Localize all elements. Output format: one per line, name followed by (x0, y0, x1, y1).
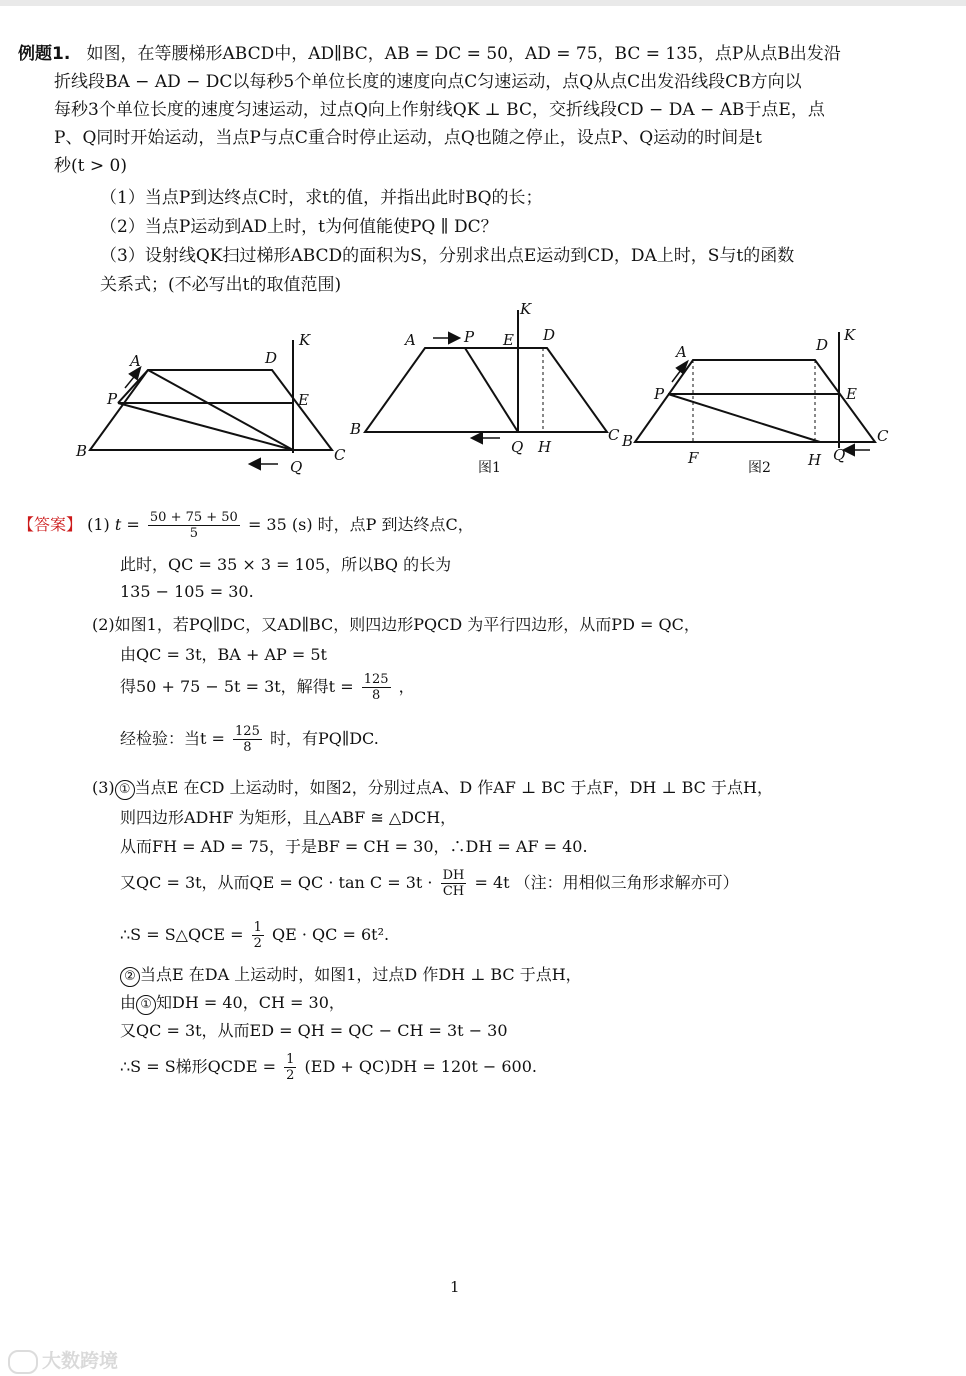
figure-1 (365, 310, 607, 443)
fig0-label-0: A (130, 352, 141, 370)
circled-1: ① (115, 780, 135, 800)
answer-1-fraction (148, 510, 240, 541)
answer-3-tan-numerator: DH (442, 868, 465, 883)
answer-3-case-2-text: 当点E 在DA 上运动时，如图1，过点D 作DH ⊥ BC 于点H， (140, 965, 582, 984)
problem-line-5: 秒(t > 0) (54, 156, 127, 176)
answer-2-line-4 (120, 724, 379, 755)
figure-1-labels (349, 300, 620, 476)
answer-3-from-text: 由 (120, 993, 137, 1012)
circled-1-ref: ① (136, 995, 156, 1015)
answer-2-line-2: 由QC = 3t，BA + AP = 5t (120, 645, 327, 664)
answer-1-prefix: (1) (87, 515, 110, 534)
fig1-caption: 图1 (478, 460, 501, 476)
fig2-label-3: P (654, 385, 665, 403)
fig0-label-3: P (107, 390, 118, 408)
answer-3-half-fraction (252, 920, 264, 951)
fig2-label-4: E (846, 385, 857, 403)
question-1: （1）当点P到达终点C时，求t的值，并指出此时BQ的长； (100, 188, 543, 208)
answer-2-check-numerator: 125 (235, 724, 260, 739)
answer-3-half-denominator: 2 (253, 936, 262, 951)
question-2: （2）当点P运动到AD上时，t为何值能使PQ ∥ DC？ (100, 217, 498, 237)
answer-1-t: t = (114, 515, 140, 534)
fig1-label-0: A (405, 331, 416, 349)
problem-statement (18, 40, 898, 180)
answer-3-line-1 (92, 775, 773, 800)
answer-line-1 (18, 510, 474, 541)
answer-1-line-2: 此时，QC = 35 × 3 = 105，所以BQ 的长为 (120, 555, 452, 574)
answer-3-area-1-text: ∴S = S△QCE = (120, 925, 244, 944)
fig2-label-0: A (676, 343, 687, 361)
answer-2-numerator: 125 (363, 672, 389, 687)
circled-2: ② (120, 967, 140, 987)
fig0-label-6: Q (290, 458, 303, 476)
figure-2 (635, 332, 875, 455)
fig1-label-3: D (543, 326, 556, 344)
answer-3-area-2-text: ∴S = S梯形QCDE = (120, 1057, 277, 1076)
answer-3-trap-fraction (284, 1052, 296, 1083)
answer-1-result: = 35 (s) 时，点P 到达终点C， (247, 515, 474, 534)
question-3-line-1: （3）设射线QK扫过梯形ABCD的面积为S，分别求出点E运动到CD，DA上时，S与t的函数 (100, 246, 795, 266)
answer-3-tan-denominator: CH (442, 884, 465, 899)
watermark (8, 1346, 118, 1374)
fig0-label-5: B (76, 442, 88, 460)
answer-3-line-6 (120, 962, 582, 987)
answer-3-line-4 (120, 868, 739, 899)
figures (60, 300, 910, 480)
answer-3-line-7 (120, 990, 345, 1015)
answer-2-denominator: 8 (371, 688, 381, 703)
fig0-label-4: E (298, 391, 309, 409)
fig1-label-5: B (350, 420, 362, 438)
answer-3-case-1-text: 当点E 在CD 上运动时，如图2，分别过点A、D 作AF ⊥ BC 于点F，DH ⊥ BC 于点H， (134, 778, 773, 797)
answer-3-area-1-result: QE · QC = 6t². (271, 925, 390, 944)
answer-1-line-3: 135 − 105 = 30. (120, 582, 254, 601)
watermark-logo-icon (8, 1350, 38, 1374)
problem-label: 例题1. (18, 44, 71, 64)
answer-3-tan-text: 又QC = 3t，从而QE = QC · tan C = 3t · (120, 873, 433, 892)
question-3-line-2: 关系式；(不必写出t的取值范围) (100, 275, 342, 295)
answer-2-check-result: 时，有PQ∥DC. (269, 729, 379, 748)
answer-3-line-5 (120, 920, 389, 951)
problem-line-4: P、Q同时开始运动，当点P与点C重合时停止运动，点Q也随之停止，设点P、Q运动的时间是t (54, 128, 762, 148)
fig2-label-9: C (877, 427, 889, 445)
answer-2-check-denominator: 8 (243, 740, 252, 755)
watermark-text: 大数跨境 (42, 1350, 119, 1372)
answer-1-denominator: 5 (189, 526, 198, 541)
fig2-label-2: K (844, 326, 856, 344)
fig1-label-2: E (503, 331, 514, 349)
answer-2-check-fraction (233, 724, 262, 755)
answer-3-tan-fraction (441, 868, 467, 899)
fig2-label-8: Q (833, 446, 846, 464)
answer-3-known-text: 知DH = 40，CH = 30， (156, 993, 345, 1012)
answer-3-area-2-result: (ED + QC)DH = 120t − 600. (304, 1057, 537, 1076)
fig2-label-6: F (688, 449, 699, 467)
fig2-label-5: B (622, 432, 634, 450)
problem-line-1: 如图，在等腰梯形ABCD中，AD∥BC，AB = DC = 50，AD = 75，BC = 135，点P从点B出发沿 (86, 44, 841, 64)
page-number: 1 (450, 1278, 460, 1296)
answer-1-numerator: 50 + 75 + 50 (149, 510, 238, 525)
fig2-caption: 图2 (748, 460, 771, 476)
answer-3-trap-denominator: 2 (286, 1068, 295, 1083)
fig0-label-7: C (334, 446, 346, 464)
answer-2-line-1: (2)如图1，若PQ∥DC，又AD∥BC，则四边形PQCD 为平行四边形，从而PD = QC， (92, 615, 700, 634)
answer-3-prefix: (3) (92, 778, 115, 797)
answer-3-line-8: 又QC = 3t，从而ED = QH = QC − CH = 3t − 30 (120, 1021, 508, 1040)
answer-3-line-2: 则四边形ADHF 为矩形，且△ABF ≅ △DCH， (120, 808, 457, 827)
fig1-label-4: K (520, 300, 532, 318)
fig2-label-1: D (816, 336, 829, 354)
answer-2-comma: ， (398, 677, 415, 696)
figure-main (90, 340, 332, 469)
answer-3-trap-numerator: 1 (286, 1052, 295, 1067)
fig0-label-1: D (265, 349, 278, 367)
fig1-label-1: P (464, 328, 475, 346)
answer-3-line-9 (120, 1052, 537, 1083)
problem-line-3: 每秒3个单位长度的速度匀速运动，过点Q向上作射线QK ⊥ BC，交折线段CD − DA − AB于点E，点 (54, 100, 825, 120)
fig2-label-7: H (808, 451, 822, 469)
answer-2-line-3 (120, 672, 415, 703)
answer-tag: 【答案】 (18, 515, 83, 534)
answer-3-line-3: 从而FH = AD = 75，于是BF = CH = 30，∴DH = AF = 40. (120, 837, 588, 856)
fig0-label-2: K (299, 331, 311, 349)
fig1-label-8: C (608, 426, 620, 444)
answer-2-check-text: 经检验：当t = (120, 729, 225, 748)
answer-2-solve-text: 得50 + 75 − 5t = 3t，解得t = (120, 677, 354, 696)
fig1-label-7: H (538, 438, 552, 456)
answer-3-half-numerator: 1 (253, 920, 262, 935)
fig1-label-6: Q (511, 438, 524, 456)
answer-2-fraction (362, 672, 391, 703)
problem-line-2: 折线段BA − AD − DC以每秒5个单位长度的速度向点C匀速运动，点Q从点C出发沿线段CB方向以 (54, 72, 802, 92)
top-cropped-line (0, 0, 966, 6)
answer-3-tan-result: = 4t （注：用相似三角形求解亦可） (474, 873, 739, 892)
